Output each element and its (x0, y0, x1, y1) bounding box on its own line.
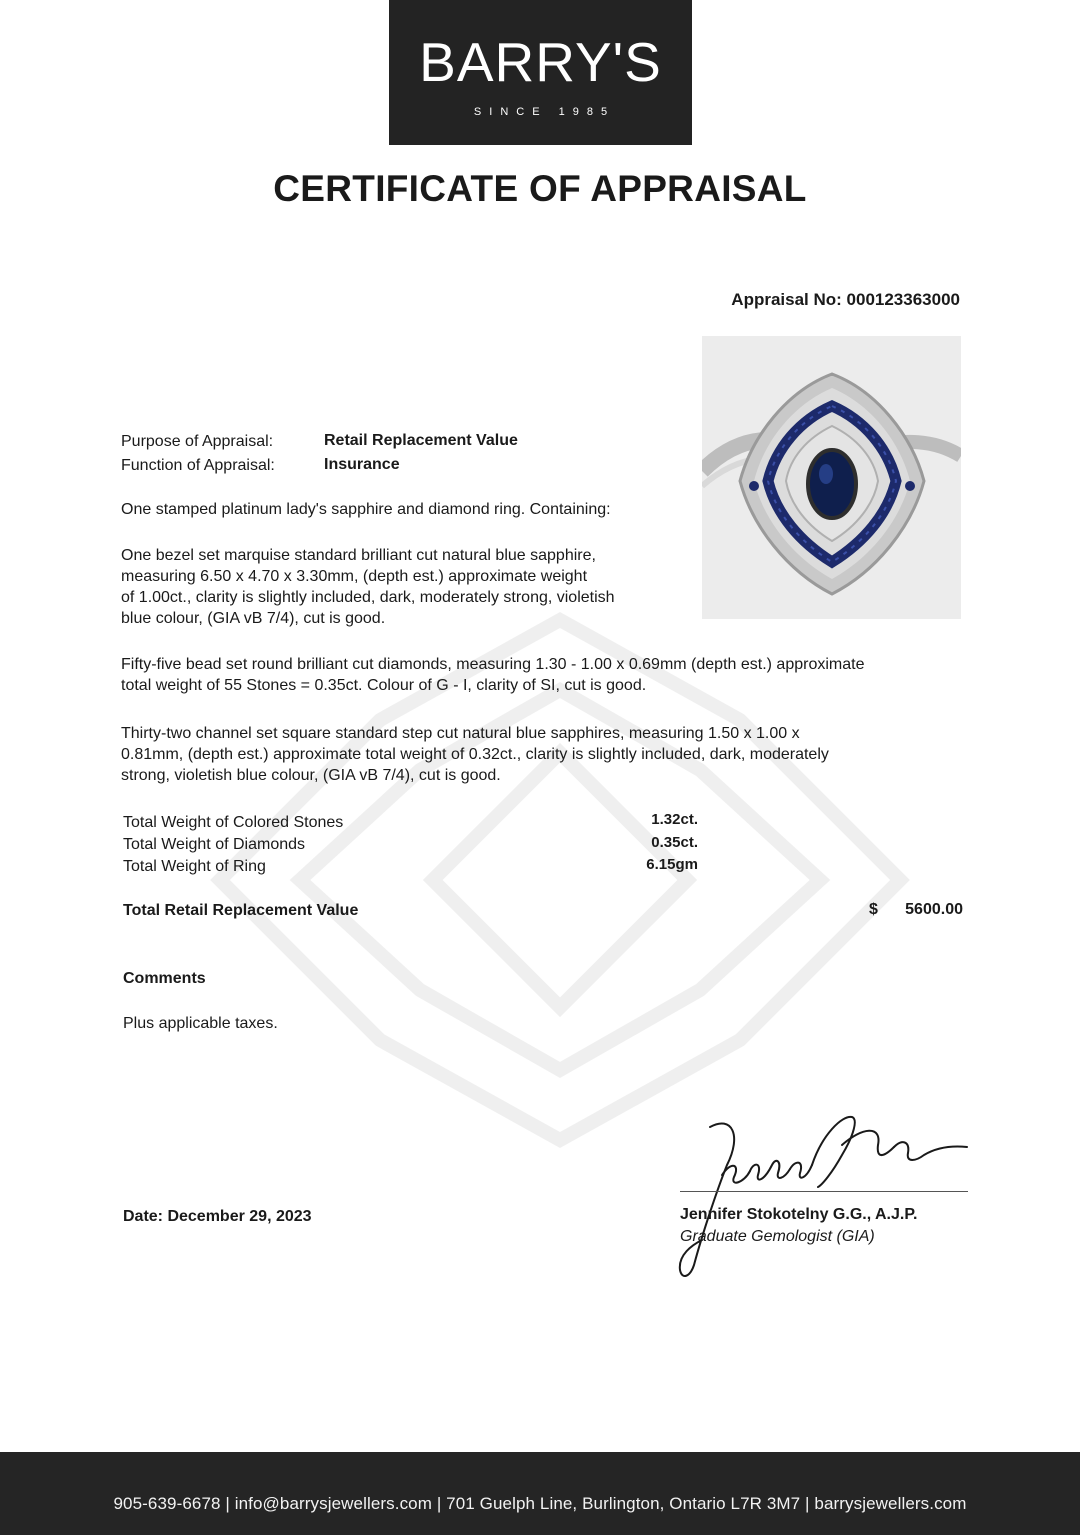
comments-text: Plus applicable taxes. (123, 1015, 278, 1032)
brand-logo (389, 0, 692, 145)
weight-value: 6.15gm (646, 856, 698, 873)
weight-label: Total Weight of Ring (123, 858, 266, 875)
signer-title: Graduate Gemologist (GIA) (680, 1228, 875, 1245)
appraisal-number: Appraisal No: 000123363000 (731, 290, 960, 309)
ring-image (702, 336, 961, 619)
description-line: strong, violetish blue colour, (GIA vB 7/4), cut is good. (121, 767, 501, 784)
total-value-label: Total Retail Replacement Value (123, 902, 359, 919)
ring-description: One stamped platinum lady's sapphire and diamond ring. Containing: (121, 501, 611, 518)
weight-value: 0.35ct. (651, 834, 698, 851)
weight-value: 1.32ct. (651, 811, 698, 828)
description-line: blue colour, (GIA vB 7/4), cut is good. (121, 610, 386, 627)
total-value-amount: 5600.00 (905, 901, 963, 918)
weight-label: Total Weight of Colored Stones (123, 814, 344, 831)
description-line: Fifty-five bead set round brilliant cut diamonds, measuring 1.30 - 1.00 x 0.69mm (depth est.) approximate (121, 656, 865, 673)
center-stone-description (121, 545, 615, 629)
currency-symbol: $ (869, 901, 878, 918)
purpose-value: Retail Replacement Value (324, 432, 518, 449)
document-title: CERTIFICATE OF APPRAISAL (273, 168, 807, 209)
side-sapphire-description (121, 723, 829, 786)
weight-label: Total Weight of Diamonds (123, 836, 306, 853)
function-value: Insurance (324, 456, 400, 473)
description-line: of 1.00ct., clarity is slightly included, dark, moderately strong, violetish (121, 589, 615, 606)
description-line: measuring 6.50 x 4.70 x 3.30mm, (depth est.) approximate weight (121, 568, 588, 585)
description-line: total weight of 55 Stones = 0.35ct. Colour of G - I, clarity of SI, cut is good. (121, 677, 647, 694)
brand-name: BARRY'S (419, 31, 662, 93)
description-line: 0.81mm, (depth est.) approximate total weight of 0.32ct., clarity is slightly included, dark, moderately (121, 746, 829, 763)
footer-bar (0, 1452, 1080, 1535)
brand-since: SINCE 1985 (473, 106, 616, 118)
comments-heading: Comments (123, 970, 206, 987)
function-label: Function of Appraisal: (121, 457, 275, 474)
signer-name: Jennifer Stokotelny G.G., A.J.P. (680, 1206, 918, 1223)
purpose-label: Purpose of Appraisal: (121, 433, 274, 450)
footer-contact: 905-639-6678 | info@barrysjewellers.com | 701 Guelph Line, Burlington, Ontario L7R 3M7 | barrysjewellers.com (113, 1494, 967, 1513)
description-line: Thirty-two channel set square standard step cut natural blue sapphires, measuring 1.50 x 1.00 x (121, 725, 800, 742)
handwritten-signature (672, 1105, 972, 1285)
description-line: One bezel set marquise standard brilliant cut natural blue sapphire, (121, 547, 596, 564)
appraisal-date: Date: December 29, 2023 (123, 1208, 312, 1225)
signature-line (680, 1191, 968, 1192)
ring-photo (702, 336, 961, 619)
diamond-description (121, 654, 864, 696)
